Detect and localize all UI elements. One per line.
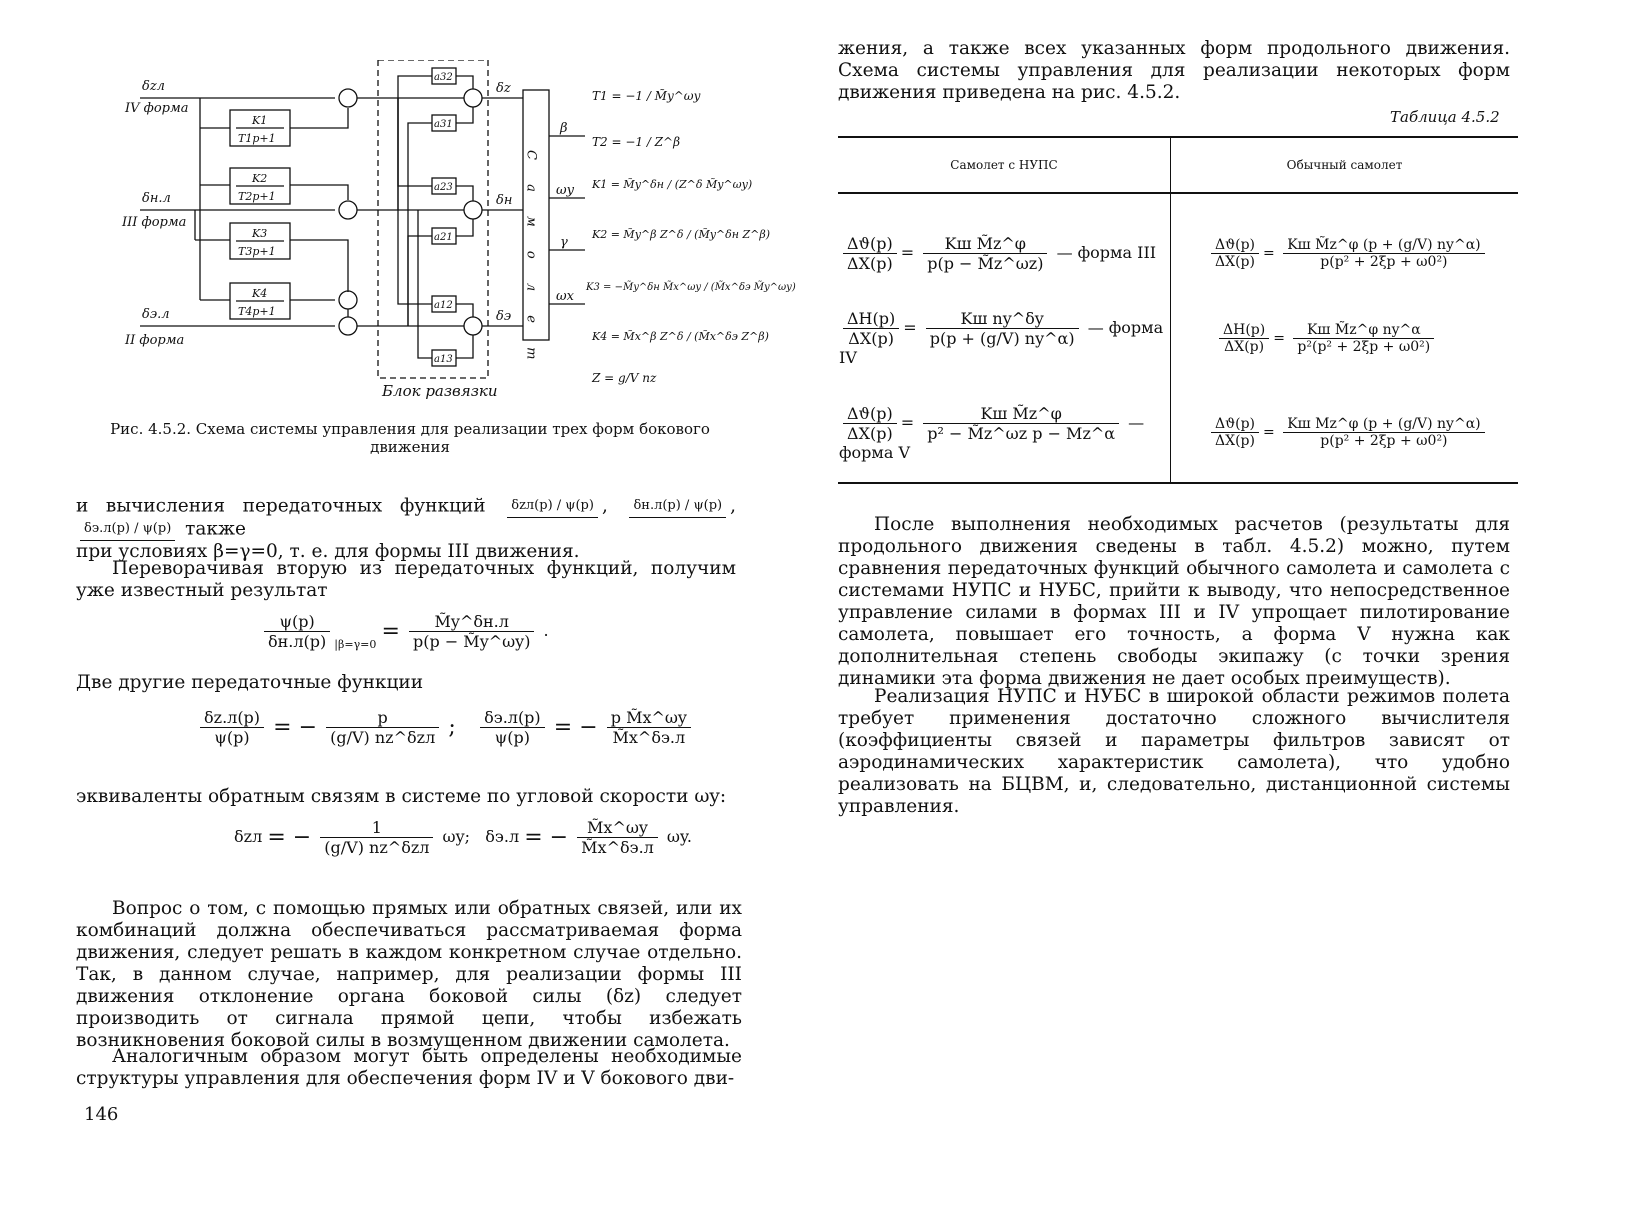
r1-r-den: ΔX(p): [1215, 253, 1255, 270]
r3-l-den: ΔX(p): [847, 423, 893, 443]
para2: Переворачивая вторую из передаточных функций, получим уже известный результат: [76, 558, 736, 601]
input-label-1: δzл: [142, 79, 165, 94]
r3-r-rnum: Kш Mz^φ (p + (g/V) ny^α): [1283, 416, 1484, 433]
filter-1-num: K1: [252, 114, 268, 127]
table-title: Таблица 4.5.2: [1390, 108, 1500, 126]
eq3-b-lhs: δэ.л: [485, 827, 520, 846]
right-para-last: Реализация НУПС и НУБС в широкой области режимов полета требует применения достаточно сложного вычислителя (коэффициенты связей и параметры фильтров зависят от аэродинамических характеристик самолета), что удобно реализовать на БЦВМ, и, следовательно, дистанционной системы управления.: [838, 686, 1510, 817]
plant-label: С а м о л е т: [523, 150, 539, 370]
eq3-a-num: 1: [320, 818, 433, 838]
para6: Аналогичным образом могут быть определены необходимые структуры управления для обеспечения форм IV и V бокового дви-: [76, 1046, 742, 1089]
eq2-l2-num: δэ.л(p): [480, 708, 545, 728]
r3-l-rnum: Kш M̃z^φ: [923, 404, 1119, 424]
eq1-cond: β=γ=0: [338, 638, 377, 651]
right-para-after-table: После выполнения необходимых расчетов (результаты для продольного движения сведены в табл. 4.5.2) можно, путем сравнения передаточных функций обычного самолета и самолета с системами НУПС и НУБС, прийти к выводу, что непосредственное управление силами в формах III и IV упрощает пилотирование самолета, повышает его точность, а форма V нужна как дополнительная степень свободы экипажу (с точки зрения динамики эта форма движения не дает особых преимуществ).: [838, 514, 1510, 689]
r3-l-form: — форма V: [839, 412, 1145, 462]
coef-a12: a12: [434, 300, 453, 311]
param-Z: Z = g/V nz: [592, 371, 657, 385]
r1-l-rnum: Kш M̃z^φ: [923, 234, 1047, 254]
coef-a23: a23: [434, 182, 453, 193]
coef-a21: a21: [434, 232, 453, 243]
filter-1-den: T1p+1: [238, 132, 276, 145]
r3-l-num: Δϑ(p): [843, 404, 897, 424]
r3-r-num: Δϑ(p): [1211, 416, 1259, 433]
filter-4-den: T4p+1: [238, 305, 276, 318]
filter-2-num: K2: [252, 172, 268, 185]
coef-a13: a13: [434, 354, 453, 365]
input-form-1: IV форма: [125, 101, 189, 116]
r1-l-form: — форма III: [1056, 242, 1157, 262]
para1-also: также: [185, 518, 246, 540]
tf-n: δн.л(p) / ψ(p): [629, 495, 726, 518]
eq3-b-den: M̃x^δэ.л: [581, 838, 654, 857]
eq3-b-var: ωy.: [666, 827, 692, 846]
r1-r-rnum: Kш M̃z^φ (p + (g/V) ny^α): [1283, 237, 1484, 254]
param-K3: K3 = −M̃y^δн M̃x^ωy / (M̃x^δэ M̃y^ωy): [586, 282, 796, 293]
plant-out-wy: ωy: [556, 183, 574, 198]
out-delta-n: δн: [496, 193, 513, 208]
coef-a31: a31: [434, 119, 453, 130]
plant-out-beta: β: [560, 121, 568, 136]
param-K4: K4 = M̃x^β Z^δ / (M̃x^δэ Z^β): [592, 330, 769, 343]
tf-e: δэ.л(p) / ψ(p): [80, 518, 175, 541]
coef-a32: a32: [434, 72, 453, 83]
table-header-nups: Самолет с НУПС: [838, 137, 1171, 193]
input-form-2: III форма: [122, 215, 187, 230]
r2-r-num: ΔH(p): [1219, 322, 1269, 339]
para1-end: при условиях β=γ=0, т. е. для формы III движения.: [76, 541, 580, 562]
equation-1: $\frac{\psi(p)}{\delta н.л(p)}$ $_{|\beta=\gamma=0}$ = $\frac{M̃y\^{}\delta н.л}{p(p - M̃y\^{}\omega y)}$ .: [260, 612, 549, 651]
equation-3: δzл = − $\frac{1}{\text{(g/V) nz\textasciicircum{}δzл}}$ ωy; δэ.л = − $\frac{M̃x\^{}\omega y}{M̃x\^{}\delta э.л}$ ωy.: [234, 818, 692, 857]
para5: Вопрос о том, с помощью прямых или обратных связей, или их комбинаций должна обеспечиваться рассматриваемая форма движения, следует решать в каждом конкретном случае отдельно. Так, в данном случае, например, для реализации формы III движения отклонение органа боковой силы (δz) следует производить от сигнала прямой цепи, чтобы избежать возникновения боковой силы в возмущенном движении самолета.: [76, 898, 742, 1051]
table-row: $\frac{\Delta H(p)}{\Delta X(p)}$ = $\frac{\text{Kш ny\textasciicircum{}δy}}{p(p + (g/V) ny\^{}\alpha)}$ — форма IV $\frac{\Delta H(p)}{\Delta X(p)}$ = $\frac{\text{Kш M̃z\textasciicircum{}φ ny\textasciicircum{}α}}{\text{p²(p² + 2ξp + ω0²)}}$: [838, 293, 1518, 383]
table-4-5-2: [838, 136, 1518, 484]
eq1-left-num: ψ(p): [264, 612, 330, 632]
eq3-a-den: (g/V) nz^δzл: [324, 838, 430, 857]
table-header-ordinary: Обычный самолет: [1286, 158, 1403, 172]
eq2-r2-num: p M̃x^ωy: [607, 708, 691, 728]
r1-l-num: Δϑ(p): [843, 234, 897, 254]
eq1-right-den: p(p − M̃y^ωy): [413, 632, 531, 651]
r2-r-den: ΔX(p): [1224, 338, 1265, 355]
r3-r-den: ΔX(p): [1215, 433, 1255, 449]
tf-z: δzл(p) / ψ(p): [507, 495, 598, 518]
r1-l-den: ΔX(p): [847, 253, 893, 273]
eq1-left-den: δн.л(p): [268, 632, 327, 651]
eq2-r1-den: (g/V) nz^δzл: [330, 728, 436, 747]
input-label-3: δэ.л: [142, 307, 170, 322]
r3-r-rden: p(p² + 2ξp + ω0²): [1320, 433, 1448, 449]
r3-l-rden: p² − M̃z^ωz p − Mz^α: [927, 423, 1116, 443]
r2-l-den: ΔX(p): [848, 329, 894, 348]
param-K1: K1 = M̃y^δн / (Z^δ M̃y^ωy): [592, 178, 753, 191]
eq3-a-var: ωy;: [442, 827, 470, 846]
equation-2: $\frac{\delta z.л(p)}{\psi(p)}$ = − $\frac{p}{\text{(g/V) nz\textasciicircum{}δzл}}$ ; $\frac{\delta э.л(p)}{\psi(p)}$ = − $\frac{\text{p M̃x\textasciicircum{}ωy}}{M̃x\^{}\delta э.л}$: [196, 708, 695, 747]
para3: Две другие передаточные функции: [76, 672, 424, 693]
para1-start: и вычисления передаточных функций: [76, 495, 486, 517]
eq3-a-lhs: δzл: [234, 827, 263, 846]
para4: эквиваленты обратным связям в системе по угловой скорости ωy:: [76, 786, 727, 807]
eq1-right-num: M̃y^δн.л: [409, 612, 534, 632]
r1-l-rden: p(p − M̃z^ωz): [927, 253, 1044, 273]
filter-4-num: K4: [252, 287, 268, 300]
figure-caption: Рис. 4.5.2. Схема системы управления для реализации трех форм бокового движения: [110, 420, 710, 456]
r2-l-form: — форма IV: [839, 318, 1164, 367]
right-page: [824, 0, 1648, 1232]
eq3-b-num: M̃x^ωy: [577, 818, 658, 838]
eq2-l2-den: ψ(p): [494, 728, 531, 747]
table-row: $\frac{\Delta ϑ(p)}{\Delta X(p)}$ = $\frac{\text{Kш M̃z\textasciicircum{}φ}}{p(p - M̃z\^{}\omega z)}$ — форма III $\frac{\Delta ϑ(p)}{\Delta X(p)}$ = $\frac{\text{Kш M̃z\textasciicircum{}φ (p + (g/V) ny\textasciicircum{}α)}}{\text{p(p² + 2ξp + ω0²)}}$: [838, 193, 1518, 293]
page-number: 146: [84, 1104, 119, 1125]
para1: и вычисления передаточных функций δzл(p) / ψ(p) , δн.л(p) / ψ(p) , δэ.л(p) / ψ(p) также при условиях β=γ=0, т. е. для формы III движения.: [76, 495, 736, 562]
input-form-3: II форма: [125, 333, 185, 348]
eq2-r2-den: M̃x^δэ.л: [612, 728, 686, 747]
filter-3-den: T3p+1: [238, 245, 276, 258]
right-intro: жения, а также всех указанных форм продольного движения. Схема системы управления для реализации некоторых форм движения приведена на рис. 4.5.2.: [838, 38, 1510, 103]
r2-l-num: ΔH(p): [843, 309, 899, 329]
filter-3-num: K3: [252, 227, 268, 240]
block-label: Блок развязки: [382, 382, 498, 400]
r2-r-rnum: Kш M̃z^φ ny^α: [1293, 322, 1434, 339]
out-delta-e: δэ: [496, 309, 512, 324]
table-row: $\frac{\Delta ϑ(p)}{\Delta X(p)}$ = $\frac{\text{Kш M̃z\textasciicircum{}φ}}{\text{p² − M̃z\textasciicircum{}ωz p − Mz\textasciicircum{}α}}$ — форма V $\frac{\Delta ϑ(p)}{\Delta X(p)}$ = $\frac{\text{Kш Mz\textasciicircum{}φ (p + (g/V) ny\textasciicircum{}α)}}{\text{p(p² + 2ξp + ω0²)}}$: [838, 383, 1518, 483]
r2-r-rden: p²(p² + 2ξp + ω0²): [1297, 338, 1431, 355]
eq2-l1-num: δz.л(p): [200, 708, 264, 728]
r1-r-num: Δϑ(p): [1211, 237, 1259, 254]
block-diagram: [0, 60, 824, 480]
param-K2: K2 = M̃y^β Z^δ / (M̃y^δн Z^β): [592, 228, 771, 241]
eq2-r1-num: p: [326, 708, 439, 728]
filter-2-den: T2p+1: [238, 190, 276, 203]
r2-l-rnum: Kш ny^δy: [926, 309, 1079, 329]
r2-l-rden: p(p + (g/V) ny^α): [929, 329, 1075, 348]
input-label-2: δн.л: [142, 191, 171, 206]
r1-r-rden: p(p² + 2ξp + ω0²): [1320, 253, 1448, 270]
eq2-l1-den: ψ(p): [214, 728, 250, 747]
param-T1: T1 = −1 / M̃y^ωy: [592, 89, 701, 103]
out-delta-z: δz: [496, 81, 511, 96]
plant-out-wx: ωx: [556, 289, 574, 304]
param-T2: T2 = −1 / Z^β: [592, 135, 681, 149]
plant-out-gamma: γ: [560, 235, 568, 250]
